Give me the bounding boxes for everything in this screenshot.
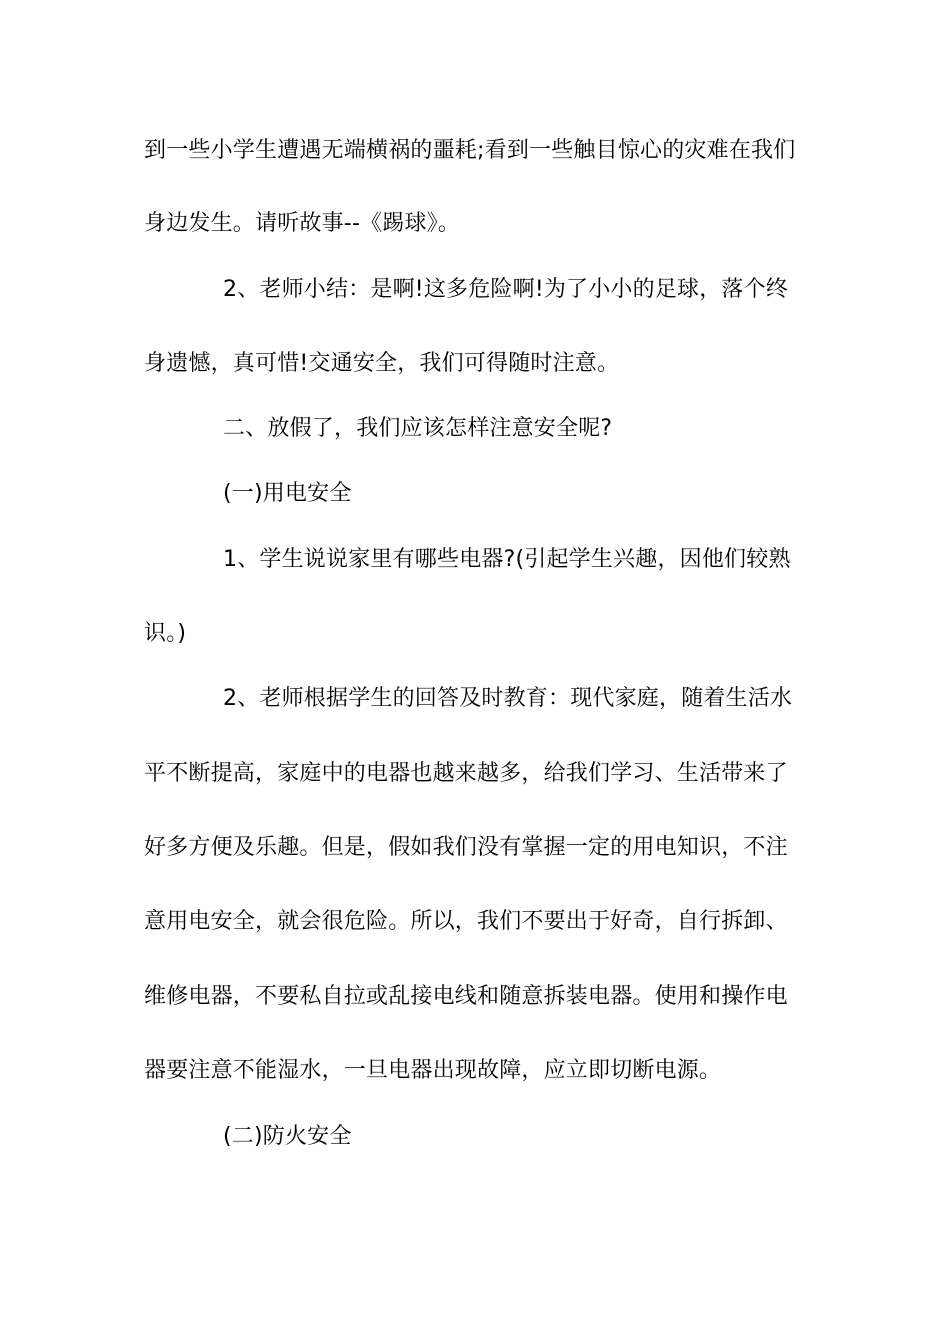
subsection-heading: (二)防火安全 [223, 1124, 352, 1149]
text-line: 意用电安全，就会很危险。所以，我们不要出于好奇，自行拆卸、 [144, 909, 788, 934]
text-line: 器要注意不能湿水，一旦电器出现故障，应立即切断电源。 [144, 1058, 722, 1083]
text-line: 到一些小学生遭遇无端横祸的噩耗;看到一些触目惊心的灾难在我们 [144, 138, 796, 163]
paragraph-start: 2、老师根据学生的回答及时教育：现代家庭，随着生活水 [223, 686, 793, 711]
text-line: 好多方便及乐趣。但是，假如我们没有掌握一定的用电知识，不注 [144, 835, 788, 860]
text-line: 维修电器，不要私自拉或乱接电线和随意拆装电器。使用和操作电 [144, 984, 788, 1009]
text-line: 身遗憾，真可惜!交通安全，我们可得随时注意。 [144, 351, 620, 376]
text-line: 识。) [144, 621, 187, 646]
paragraph-start: 1、学生说说家里有哪些电器?(引起学生兴趣，因他们较熟 [223, 547, 791, 572]
section-heading: 二、放假了，我们应该怎样注意安全呢? [223, 416, 613, 441]
paragraph-start: 2、老师小结：是啊!这多危险啊!为了小小的足球，落个终 [223, 277, 789, 302]
subsection-heading: (一)用电安全 [223, 481, 352, 506]
text-line: 平不断提高，家庭中的电器也越来越多，给我们学习、生活带来了 [144, 761, 788, 786]
text-line: 身边发生。请听故事--《踢球》。 [144, 211, 461, 236]
